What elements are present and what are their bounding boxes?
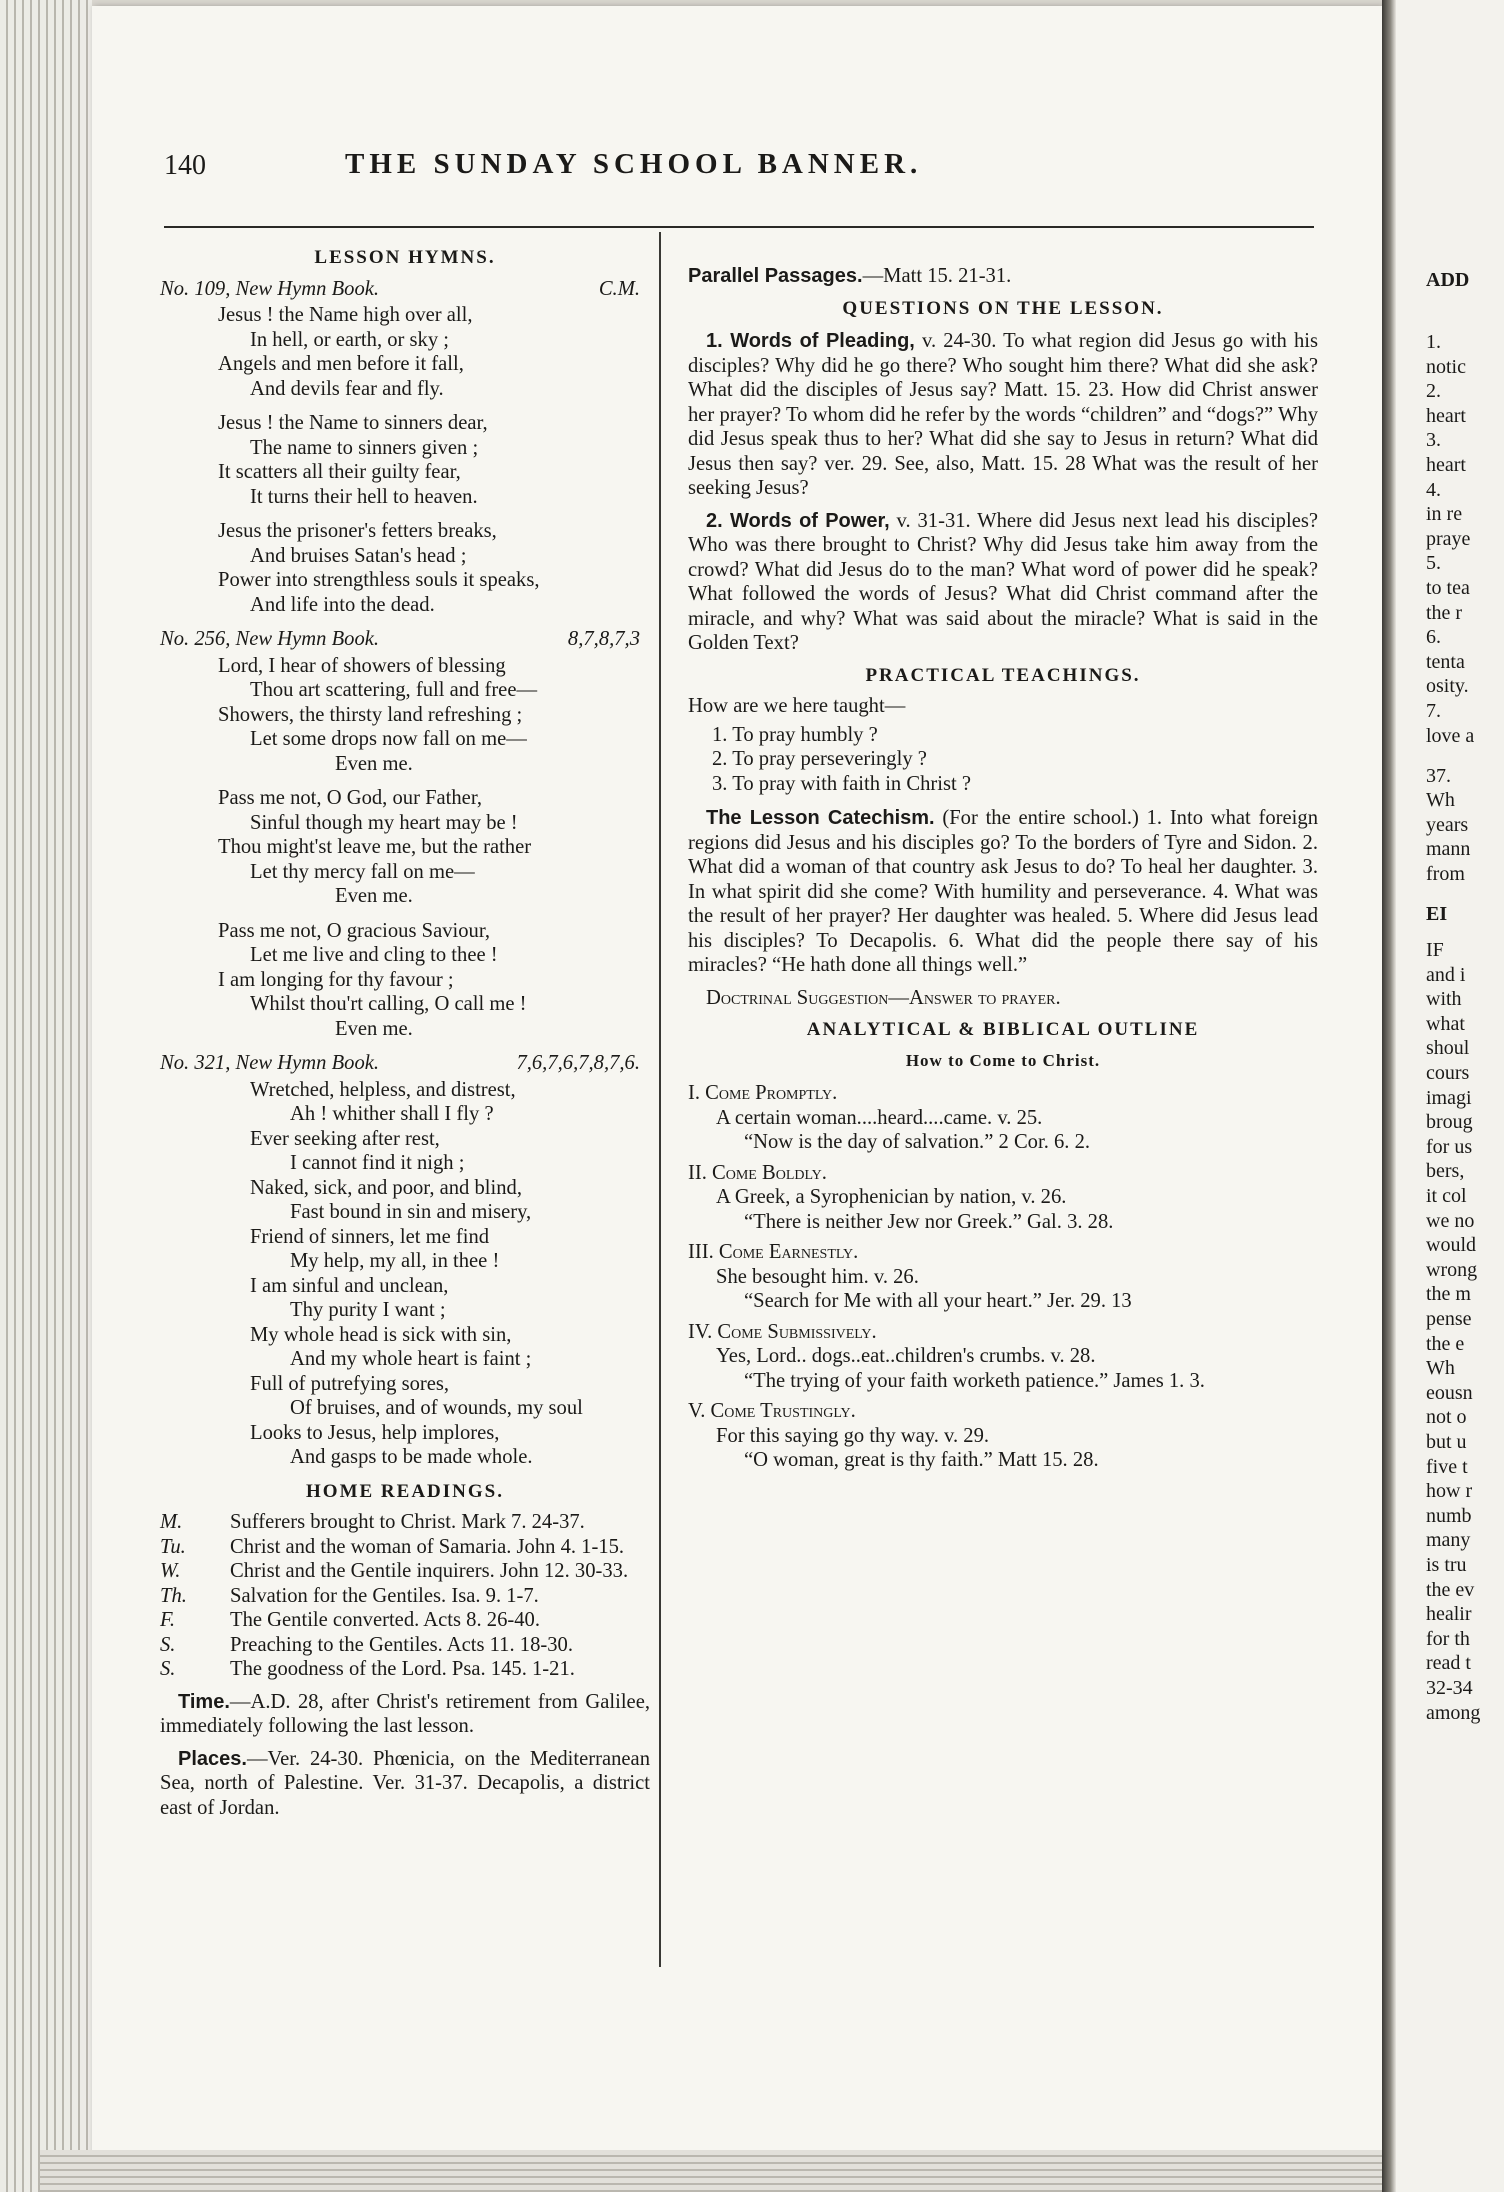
hymn-line: Wretched, helpless, and distrest, [250,1078,516,1101]
outline-quote: “The trying of your faith worketh patience.” James 1. 3. [744,1369,1205,1392]
hymn-line: Whilst thou'rt calling, O call me ! [250,993,527,1015]
outline-heading: II. Come Boldly. [688,1161,827,1184]
reading-text: Christ and the woman of Samaria. John 4. 1-15. [230,1535,625,1558]
question-2-head: 2. Words of Power, [706,509,890,532]
hymn-meter: 7,6,7,6,7,8,7,6. [516,1052,640,1074]
reading-text: The goodness of the Lord. Psa. 145. 1-21. [230,1658,575,1680]
outline-heading: IV. Come Submissively. [688,1320,877,1343]
hymn-stanza [160,519,650,617]
question-2-text: v. 31-31. Where did Jesus next lead his disciples? Who was there brought to Christ? Why did Jesus take him away from the crowd? What did Jesus do to the man? What word of power did he speak? What followed the words of Jesus? What did Christ command after the miracle, and why? What was said about the miracle? What is said in the Golden Text? [688,509,1318,654]
hymn-line: Let some drops now fall on me— [250,728,527,750]
time-note [160,1690,650,1739]
hymn-line: Pass me not, O gracious Saviour, [218,919,491,942]
hymn-line: Ever seeking after rest, [250,1127,440,1150]
facing-page-line: but u [1426,1431,1467,1453]
reading-text: Christ and the Gentile inquirers. John 12. 30-33. [230,1560,629,1582]
page-bottom-edges [40,2150,1382,2192]
hymn-line: Even me. [335,1017,413,1040]
outline-quote: “There is neither Jew nor Greek.” Gal. 3. 28. [744,1210,1114,1233]
hymn-meter: 8,7,8,7,3 [567,628,640,650]
hymn-stanza [160,411,650,509]
hymn-line: Let me live and cling to thee ! [250,944,498,966]
facing-page-line: ADD [1426,269,1470,291]
question-1-text: v. 24-30. To what region did Jesus go with his disciples? Why did he go there? Who sought him there? What did she ask? What did the disciples of Jesus say? Matt. 15. 23. How did Christ answer her prayer? To whom did he refer by the words “children” and “dogs?” Why did Jesus speak thus to her? What did she say to Jesus in return? What did Jesus then say? ver. 29. See, also, Matt. 15. 28 What was the result of her seeking Jesus? [688,330,1318,499]
practical-intro: How are we here taught— [688,695,906,717]
hymn-line: Of bruises, and of wounds, my soul [290,1397,583,1419]
places-text: —Ver. 24-30. Phœnicia, on the Mediterranean Sea, north of Palestine. Ver. 31-37. Decapolis, a district east of Jordan. [160,1747,650,1819]
reading-text: Salvation for the Gentiles. Isa. 9. 1-7. [230,1584,539,1607]
questions-title: QUESTIONS ON THE LESSON. [842,297,1164,319]
outline [688,1081,1318,1473]
outline-heading: III. Come Earnestly. [688,1241,859,1263]
facing-page-line: tenta [1426,650,1465,673]
hymn-line: Friend of sinners, let me find [250,1225,490,1248]
facing-page-line: pense [1426,1308,1472,1330]
facing-page-line: heart [1426,454,1466,476]
hymn-line: Angels and men before it fall, [218,353,464,375]
hymn-line: It scatters all their guilty fear, [218,461,461,483]
reading-day: Tu. [160,1535,186,1558]
facing-page-line: many [1426,1529,1471,1552]
facing-page-line: for us [1426,1135,1473,1158]
page-number: 140 [164,150,206,181]
hymn-line: Jesus the prisoner's fetters breaks, [218,520,497,542]
facing-page-line: notic [1426,355,1466,378]
hymn-line: It turns their hell to heaven. [250,485,478,508]
header-rule [164,226,1314,228]
hymn-line: Ah ! whither shall I fly ? [290,1103,494,1125]
analytical-outline-subtitle: How to Come to Christ. [905,1050,1101,1070]
home-readings [160,1510,650,1682]
hymn-line: Full of putrefying sores, [250,1372,450,1395]
facing-page-line: it col [1426,1185,1467,1207]
column-rule [659,232,661,1967]
facing-page-line: how r [1426,1480,1473,1503]
hymn-line: Jesus ! the Name high over all, [218,304,473,326]
facing-page-line: imagi [1426,1086,1472,1109]
facing-page-line: the m [1426,1283,1471,1306]
outline-heading: V. Come Trustingly. [688,1400,856,1422]
hymn-line: I am longing for thy favour ; [218,968,454,991]
hymn-line: And life into the dead. [250,593,435,616]
hymn-line: Thy purity I want ; [290,1299,446,1321]
facing-page-line: we no [1426,1209,1475,1232]
reading-text: The Gentile converted. Acts 8. 26-40. [230,1609,540,1631]
facing-page-line: read t [1426,1652,1471,1675]
hymn-line: My whole head is sick with sin, [250,1323,512,1346]
facing-page-line: eousn [1426,1381,1473,1404]
hymn-line: Even me. [335,885,413,907]
reading-day: S. [160,1658,176,1680]
facing-page-line: 37. [1426,764,1451,787]
facing-page-line: bers, [1426,1160,1465,1183]
hymn-line: Lord, I hear of showers of blessing [218,654,506,677]
facing-page-line: mann [1426,838,1471,861]
facing-page-line: 7. [1426,700,1441,722]
hymn-number: No. 256, New Hymn Book. [160,628,380,650]
facing-page-line: 3. [1426,429,1441,452]
hymn-line: Pass me not, O God, our Father, [218,787,483,809]
practical-item: 3. To pray with faith in Christ ? [712,772,972,795]
facing-page-line: and i [1426,963,1466,986]
places-label: Places. [178,1747,247,1770]
hymn-line: Even me. [335,752,413,775]
facing-page-line: wrong [1426,1258,1478,1281]
reading-row [160,1510,650,1535]
hymn-line: In hell, or earth, or sky ; [250,328,450,351]
hymn-line: I am sinful and unclean, [250,1274,449,1297]
hymn-line: And my whole heart is faint ; [290,1348,532,1370]
practical-teachings-title: PRACTICAL TEACHINGS. [865,664,1141,686]
home-readings-title: HOME READINGS. [306,1480,504,1502]
facing-page-line: to tea [1426,577,1470,599]
catechism [688,806,1318,978]
facing-page-line: years [1426,813,1469,836]
facing-page-line: EI [1426,903,1448,925]
hymn-line: Let thy mercy fall on me— [250,860,475,883]
facing-page-line: the ev [1426,1578,1475,1601]
reading-row [160,1559,650,1584]
facing-page-line: broug [1426,1111,1473,1134]
hymn-reference [160,1051,650,1076]
places-note [160,1747,650,1821]
hymn-reference [160,277,650,302]
reading-text: Sufferers brought to Christ. Mark 7. 24-37. [230,1511,585,1533]
outline-line: Yes, Lord.. dogs..eat..children's crumbs. v. 28. [716,1345,1096,1367]
hymn-line: Naked, sick, and poor, and blind, [250,1176,522,1199]
facing-page-line: the e [1426,1332,1465,1355]
facing-page-line: 1. [1426,331,1441,353]
hymn-number: No. 109, New Hymn Book. [160,277,380,300]
facing-page-line: cours [1426,1062,1470,1084]
hymn-line: And gasps to be made whole. [290,1446,533,1468]
catechism-head: The Lesson Catechism. [706,807,935,829]
running-head [0,148,1504,198]
outline-quote: “Search for Me with all your heart.” Jer. 29. 13 [744,1290,1132,1312]
facing-page-line: for th [1426,1627,1470,1650]
reading-day: W. [160,1560,181,1582]
reading-row [160,1657,650,1682]
practical-item: 1. To pray humbly ? [712,723,878,746]
facing-page-line: osity. [1426,675,1469,698]
hymn-line: My help, my all, in thee ! [290,1250,500,1272]
outline-line: She besought him. v. 26. [716,1265,919,1288]
left-column [160,240,650,1828]
right-column [688,256,1318,1473]
question-2 [688,509,1318,656]
reading-day: Th. [160,1584,187,1607]
outline-line: A Greek, a Syrophenician by nation, v. 26. [716,1186,1067,1208]
hymn-stanza [160,1078,650,1470]
facing-page-line: IF [1426,939,1444,961]
parallel-label: Parallel Passages. [688,265,863,287]
reading-row [160,1535,650,1560]
facing-page-line: Wh [1426,789,1455,812]
hymn-stanza [160,303,650,401]
time-label: Time. [178,1690,230,1713]
hymn-line: Power into strengthless souls it speaks, [218,569,540,591]
facing-page-line: among [1426,1701,1481,1724]
reading-day: M. [160,1511,183,1533]
analytical-outline-title: ANALYTICAL & BIBLICAL OUTLINE [806,1019,1200,1040]
facing-page-line: would [1426,1234,1476,1257]
facing-page-line: not o [1426,1406,1467,1429]
outline-line: For this saying go thy way. v. 29. [716,1424,990,1447]
practical-list [712,723,1318,797]
reading-day: S. [160,1633,176,1656]
hymn-line: Sinful though my heart may be ! [250,811,518,834]
facing-page-line: 32-34 [1426,1677,1473,1699]
outline-quote: “O woman, great is thy faith.” Matt 15. 28. [744,1449,1099,1471]
facing-page-line: 5. [1426,552,1441,575]
hymn-stanza [160,654,650,777]
reading-day: F. [160,1609,176,1631]
facing-page-line: Wh [1426,1357,1455,1380]
reading-text: Preaching to the Gentiles. Acts 11. 18-30. [230,1633,573,1656]
practical-item: 2. To pray perseveringly ? [712,748,927,770]
facing-page-line: what [1426,1012,1465,1035]
facing-page-line: 2. [1426,380,1441,403]
hymn-line: Showers, the thirsty land refreshing ; [218,703,523,726]
hymn-line: And bruises Satan's head ; [250,544,467,567]
facing-page-line: in re [1426,503,1463,526]
facing-page-line: the r [1426,601,1463,624]
outline-line: A certain woman....heard....came. v. 25. [716,1106,1043,1129]
reading-row [160,1633,650,1658]
outline-quote: “Now is the day of salvation.” 2 Cor. 6. 2. [744,1131,1091,1153]
facing-page-line: numb [1426,1504,1472,1527]
facing-page-line: healir [1426,1603,1472,1626]
hymn-number: No. 321, New Hymn Book. [160,1052,380,1074]
parallel-text: —Matt 15. 21-31. [862,265,1012,287]
hymn-reference [160,627,650,652]
outline-heading: I. Come Promptly. [688,1082,838,1104]
hymn-line: Fast bound in sin and misery, [290,1201,532,1223]
catechism-text: (For the entire school.) 1. Into what foreign regions did Jesus and his disciples go? To the borders of Tyre and Sidon. 2. What did a woman of that country ask Jesus to do? To heal her daughter. 3. In what spirit did she come? With humility and perseverance. 4. What was the result of her prayer? Her daughter was healed. 5. Where did Jesus lead his disciples? To Decapolis. 6. What did the people there say of his miracles? “He hath done all things well.” [688,807,1318,976]
hymn-line: Looks to Jesus, help implores, [250,1421,500,1444]
hymn-line: And devils fear and fly. [250,377,444,400]
question-1-head: 1. Words of Pleading, [706,330,915,352]
hymn-meter: C.M. [598,277,640,300]
facing-page-line: from [1426,863,1465,885]
reading-row [160,1584,650,1609]
facing-page-line: 6. [1426,626,1441,649]
hymn-line: Jesus ! the Name to sinners dear, [218,412,488,434]
hymn-line: I cannot find it nigh ; [290,1152,465,1174]
hymn-line: Thou art scattering, full and free— [250,679,538,701]
facing-page-line: 4. [1426,478,1441,501]
hymn-stanza [160,919,650,1042]
hymns [160,277,650,1470]
journal-title: THE SUNDAY SCHOOL BANNER. [345,148,923,180]
hymn-stanza [160,786,650,909]
facing-page-line: shoul [1426,1037,1470,1060]
facing-page-line: praye [1426,527,1471,550]
facing-page-line: love a [1426,724,1475,747]
facing-page-line: is tru [1426,1554,1467,1576]
facing-page-line: with [1426,988,1462,1011]
facing-page-line: five t [1426,1455,1468,1478]
hymn-line: The name to sinners given ; [250,436,479,459]
parallel-passages [688,264,1318,289]
time-text: —A.D. 28, after Christ's retirement from Galilee, immediately following the last lesson. [160,1690,650,1737]
doctrinal-suggestion: Doctrinal Suggestion—Answer to prayer. [706,986,1061,1009]
hymn-line: Thou might'st leave me, but the rather [218,836,532,858]
book-gutter [1382,0,1396,2192]
lesson-hymns-title: LESSON HYMNS. [314,247,496,268]
reading-row [160,1608,650,1633]
facing-page-line: heart [1426,404,1466,427]
question-1 [688,329,1318,501]
page-stack-edges [0,0,92,2192]
